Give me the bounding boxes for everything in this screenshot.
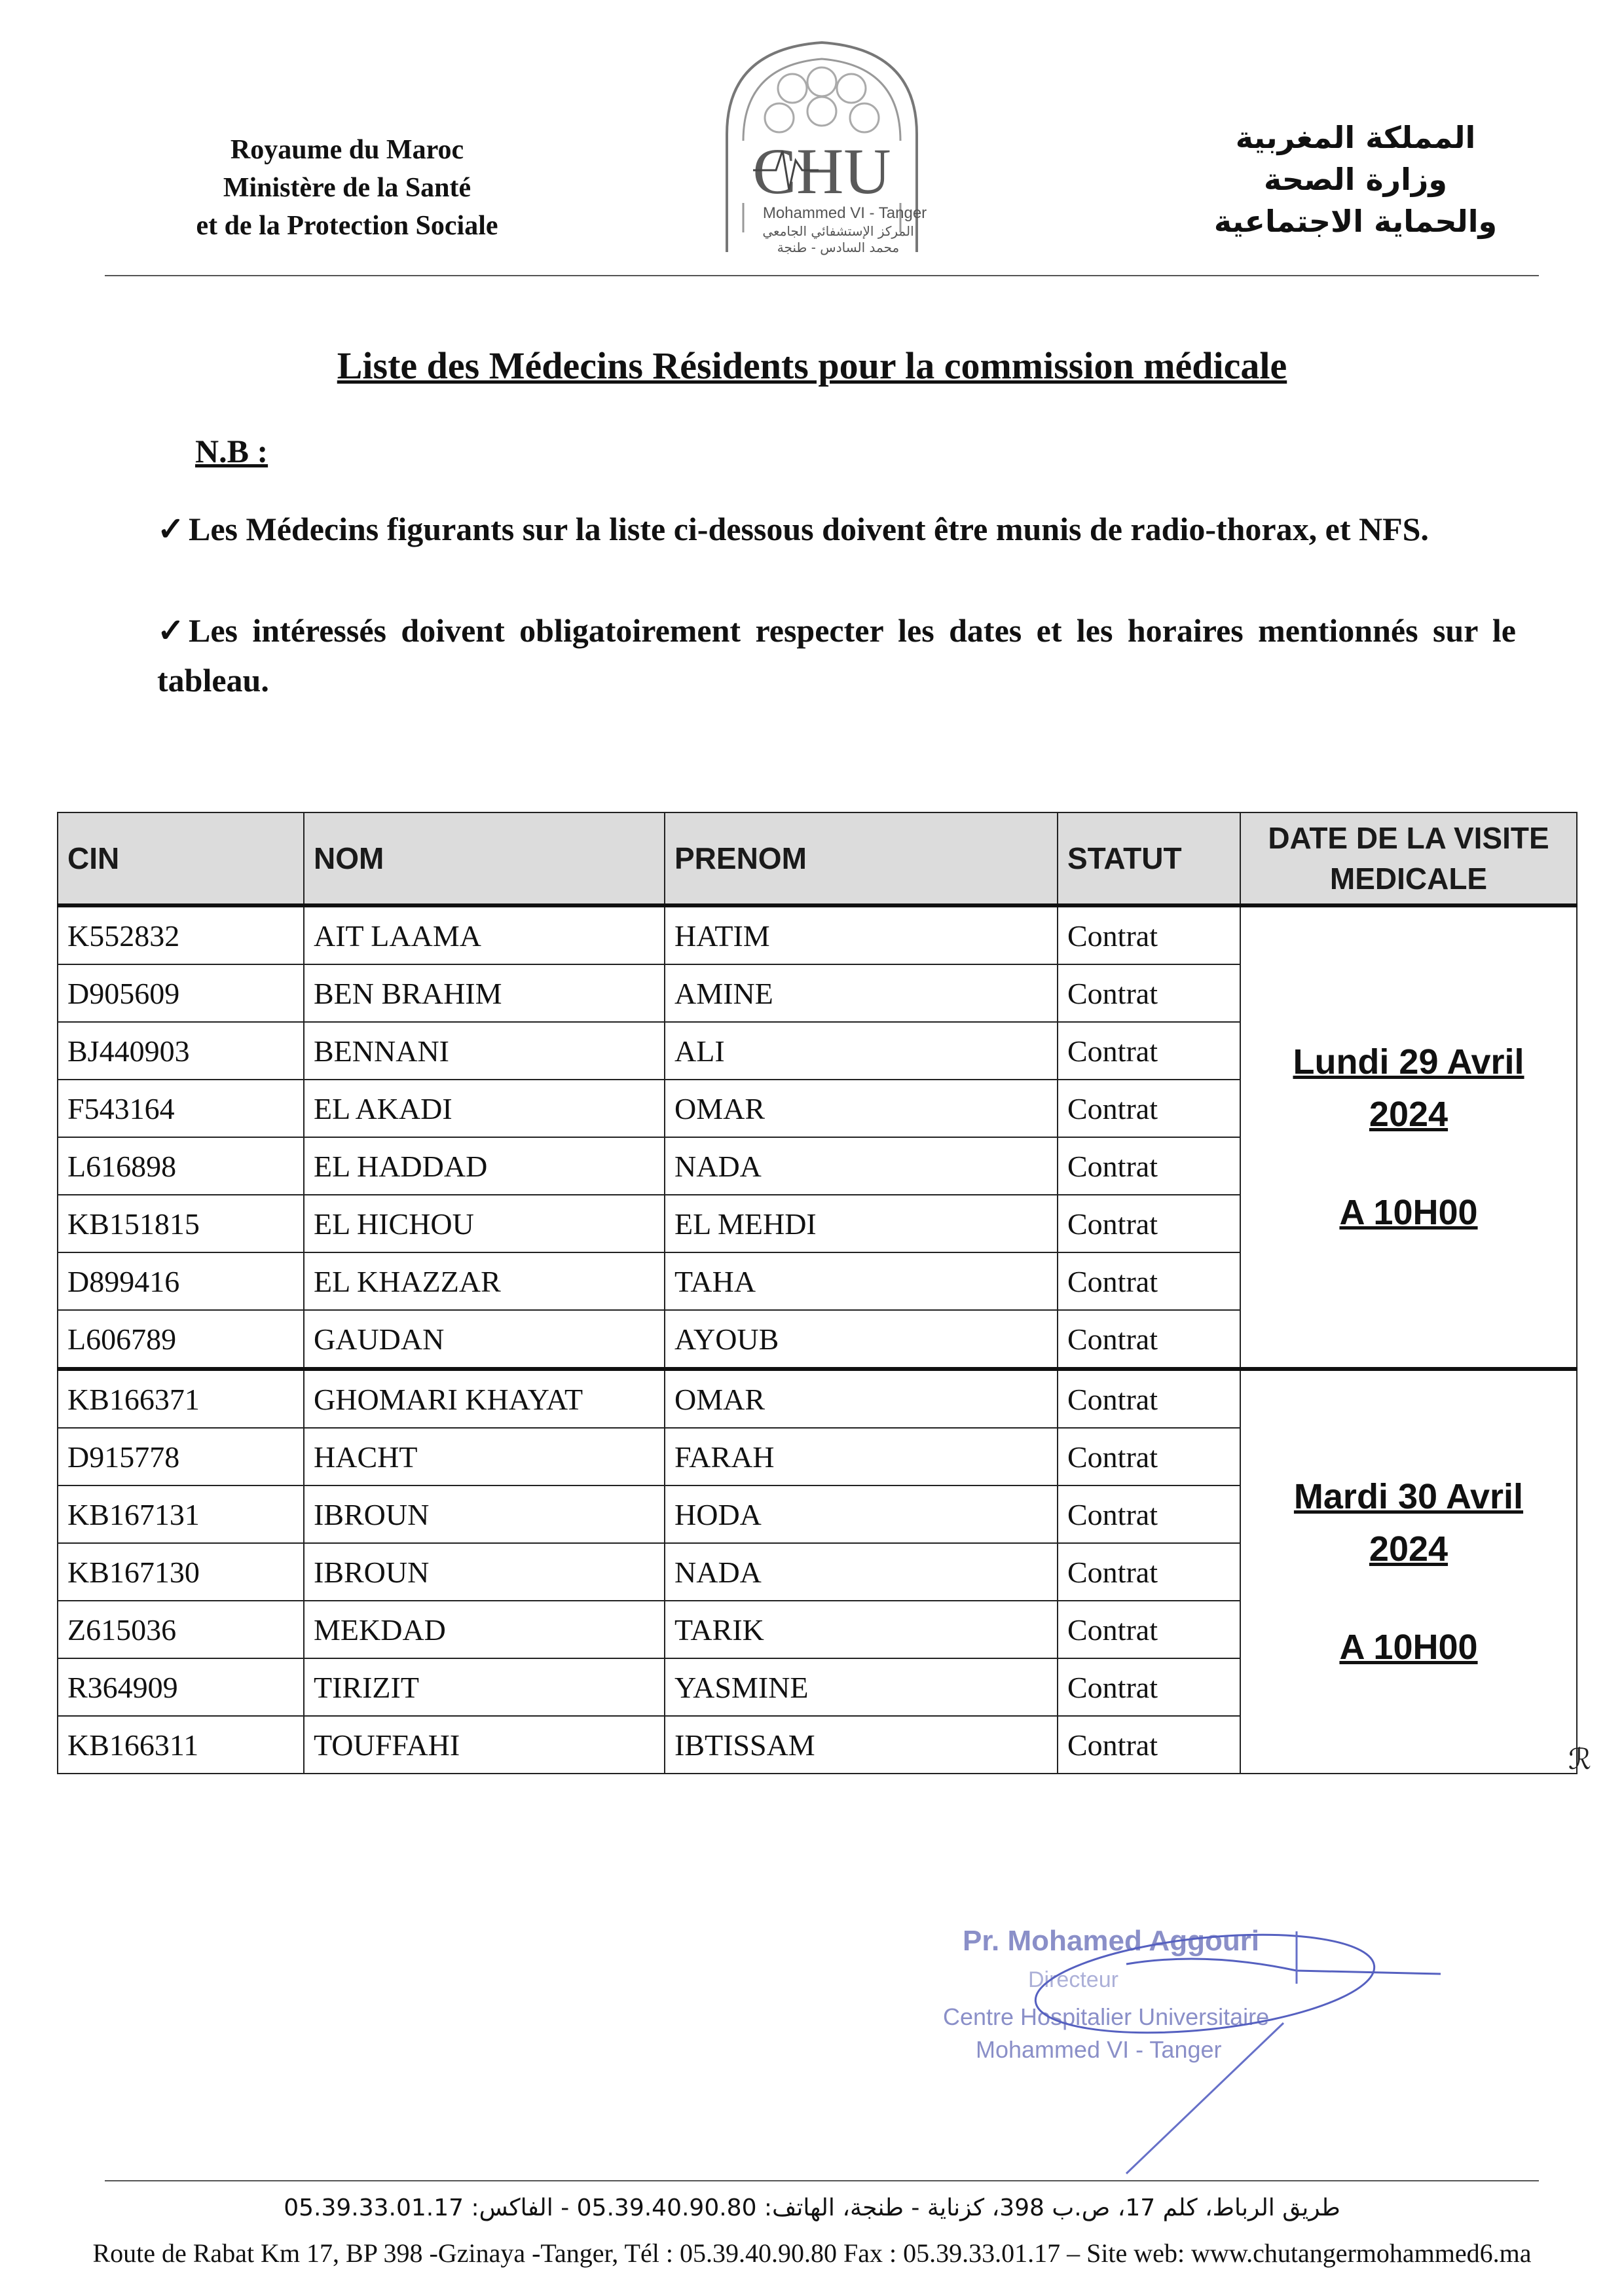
cell-prenom: HATIM bbox=[665, 905, 1058, 964]
stamp-line-4: Mohammed VI - Tanger bbox=[976, 2036, 1222, 2063]
table-header-row bbox=[58, 812, 1577, 905]
cell-nom: BENNANI bbox=[304, 1022, 665, 1080]
stamp-line-3: Centre Hospitalier Universitaire bbox=[943, 2003, 1270, 2030]
header-left-line-1: Royaume du Maroc bbox=[230, 135, 464, 165]
note-2-text: Les intéressés doivent obligatoirement respecter les dates et les horaires mentionnés sur le tableau. bbox=[157, 612, 1516, 699]
footer-french: Route de Rabat Km 17, BP 398 -Gzinaya -Tanger, Tél : 05.39.40.90.80 Fax : 05.39.33.01.17 – Site web: www.chutangermohammed6.ma bbox=[92, 2238, 1532, 2268]
visit-date-spacer bbox=[1250, 1140, 1567, 1186]
cell-statut: Contrat bbox=[1058, 1195, 1240, 1252]
cell-nom: EL AKADI bbox=[304, 1080, 665, 1137]
cell-prenom: ALI bbox=[665, 1022, 1058, 1080]
stamp-name: Pr. Mohamed Aggouri bbox=[963, 1925, 1260, 1957]
logo-ar-line-1: المركز الإستشفائي الجامعي bbox=[762, 223, 914, 239]
cell-cin: Z615036 bbox=[58, 1601, 304, 1658]
cell-statut: Contrat bbox=[1058, 1601, 1240, 1658]
table-body bbox=[58, 905, 1577, 1774]
cell-prenom: FARAH bbox=[665, 1428, 1058, 1485]
visit-date-line-1: Mardi 30 Avril bbox=[1293, 1477, 1524, 1516]
cell-prenom: NADA bbox=[665, 1137, 1058, 1195]
cell-cin: KB151815 bbox=[58, 1195, 304, 1252]
col-header-statut: STATUT bbox=[1058, 812, 1240, 905]
cell-prenom: TARIK bbox=[665, 1601, 1058, 1658]
col-header-cin: CIN bbox=[58, 812, 304, 905]
cell-statut: Contrat bbox=[1058, 1658, 1240, 1716]
check-mark-icon: ✓ bbox=[157, 612, 185, 649]
chu-logo-icon bbox=[714, 36, 930, 272]
cell-statut: Contrat bbox=[1058, 1716, 1240, 1774]
header-right-line-2: وزارة الصحة bbox=[1264, 162, 1447, 197]
cell-cin: D899416 bbox=[58, 1252, 304, 1310]
visit-date-cell bbox=[1240, 1369, 1577, 1774]
signature-stamp bbox=[930, 1912, 1454, 2187]
cell-prenom: TAHA bbox=[665, 1252, 1058, 1310]
cell-nom: TIRIZIT bbox=[304, 1658, 665, 1716]
cell-statut: Contrat bbox=[1058, 1137, 1240, 1195]
cell-nom: IBROUN bbox=[304, 1543, 665, 1601]
cell-nom: EL HADDAD bbox=[304, 1137, 665, 1195]
cell-statut: Contrat bbox=[1058, 1543, 1240, 1601]
visit-date-line-1: Lundi 29 Avril bbox=[1293, 1042, 1524, 1082]
col-header-date bbox=[1240, 812, 1577, 905]
cell-nom: IBROUN bbox=[304, 1485, 665, 1543]
note-2 bbox=[157, 606, 1516, 705]
cell-cin: L606789 bbox=[58, 1310, 304, 1369]
cell-prenom: IBTISSAM bbox=[665, 1716, 1058, 1774]
col-header-date-line-1: DATE DE LA VISITE bbox=[1268, 821, 1549, 855]
cell-nom: HACHT bbox=[304, 1428, 665, 1485]
cell-nom: EL KHAZZAR bbox=[304, 1252, 665, 1310]
logo-ar-line-2: محمد السادس - طنجة bbox=[777, 240, 900, 255]
col-header-prenom: PRENOM bbox=[665, 812, 1058, 905]
header-right-line-3: والحماية الاجتماعية bbox=[1213, 204, 1498, 239]
residents-table bbox=[57, 812, 1578, 1774]
col-header-nom: NOM bbox=[304, 812, 665, 905]
cell-nom: AIT LAAMA bbox=[304, 905, 665, 964]
col-header-date-line-2: MEDICALE bbox=[1329, 862, 1488, 896]
table-row bbox=[58, 905, 1577, 964]
cell-cin: BJ440903 bbox=[58, 1022, 304, 1080]
logo-name: CHU bbox=[752, 135, 891, 208]
visit-time: A 10H00 bbox=[1339, 1193, 1478, 1232]
cell-nom: BEN BRAHIM bbox=[304, 964, 665, 1022]
cell-statut: Contrat bbox=[1058, 1252, 1240, 1310]
cell-cin: KB166371 bbox=[58, 1369, 304, 1428]
cell-cin: F543164 bbox=[58, 1080, 304, 1137]
header-divider bbox=[105, 275, 1539, 276]
cell-prenom: NADA bbox=[665, 1543, 1058, 1601]
cell-prenom: AYOUB bbox=[665, 1310, 1058, 1369]
cell-statut: Contrat bbox=[1058, 1022, 1240, 1080]
cell-prenom: AMINE bbox=[665, 964, 1058, 1022]
nb-label: N.B : bbox=[195, 433, 268, 469]
cell-nom: TOUFFAHI bbox=[304, 1716, 665, 1774]
cell-cin: D915778 bbox=[58, 1428, 304, 1485]
cell-cin: R364909 bbox=[58, 1658, 304, 1716]
cell-cin: KB166311 bbox=[58, 1716, 304, 1774]
visit-time: A 10H00 bbox=[1339, 1628, 1478, 1667]
stamp-line-2: Directeur bbox=[1028, 1967, 1118, 1992]
logo-subtitle: Mohammed VI - Tanger bbox=[762, 204, 927, 222]
cell-prenom: YASMINE bbox=[665, 1658, 1058, 1716]
table-row bbox=[58, 1369, 1577, 1428]
cell-cin: KB167131 bbox=[58, 1485, 304, 1543]
cell-statut: Contrat bbox=[1058, 964, 1240, 1022]
cell-statut: Contrat bbox=[1058, 1369, 1240, 1428]
signature-icon bbox=[930, 1912, 1454, 2187]
check-mark-icon: ✓ bbox=[157, 511, 185, 547]
cell-prenom: EL MEHDI bbox=[665, 1195, 1058, 1252]
header-left-line-3: et de la Protection Sociale bbox=[196, 211, 498, 241]
cell-cin: L616898 bbox=[58, 1137, 304, 1195]
note-1 bbox=[157, 504, 1516, 554]
visit-date-line-2: 2024 bbox=[1369, 1095, 1449, 1134]
document-title: Liste des Médecins Résidents pour la commission médicale bbox=[337, 344, 1287, 387]
footer-arabic: طريق الرباط، كلم 17، ص.ب 398، كزناية - طنجة، الهاتف: 05.39.40.90.80 - الفاكس: 05.39.33.01.17 bbox=[284, 2195, 1340, 2221]
footer-divider bbox=[105, 2180, 1539, 2181]
cell-cin: D905609 bbox=[58, 964, 304, 1022]
cell-nom: EL HICHOU bbox=[304, 1195, 665, 1252]
cell-statut: Contrat bbox=[1058, 1310, 1240, 1369]
chu-logo-graphic bbox=[714, 36, 930, 272]
header-right-line-1: المملكة المغربية bbox=[1235, 120, 1476, 155]
cell-prenom: OMAR bbox=[665, 1080, 1058, 1137]
cell-nom: MEKDAD bbox=[304, 1601, 665, 1658]
cell-statut: Contrat bbox=[1058, 1485, 1240, 1543]
cell-statut: Contrat bbox=[1058, 1080, 1240, 1137]
cell-cin: KB167130 bbox=[58, 1543, 304, 1601]
initials-mark: ℛ bbox=[1568, 1743, 1592, 1776]
header-left-line-2: Ministère de la Santé bbox=[223, 173, 471, 203]
cell-prenom: OMAR bbox=[665, 1369, 1058, 1428]
cell-statut: Contrat bbox=[1058, 1428, 1240, 1485]
cell-nom: GAUDAN bbox=[304, 1310, 665, 1369]
visit-date-spacer bbox=[1250, 1575, 1567, 1621]
visit-date-cell bbox=[1240, 905, 1577, 1369]
cell-prenom: HODA bbox=[665, 1485, 1058, 1543]
header-right-block bbox=[1198, 117, 1513, 242]
cell-cin: K552832 bbox=[58, 905, 304, 964]
note-1-text: Les Médecins figurants sur la liste ci-dessous doivent être munis de radio-thorax, et NFS. bbox=[189, 511, 1429, 547]
visit-date-line-2: 2024 bbox=[1369, 1529, 1449, 1569]
cell-nom: GHOMARI KHAYAT bbox=[304, 1369, 665, 1428]
cell-statut: Contrat bbox=[1058, 905, 1240, 964]
header-left-block bbox=[151, 131, 544, 245]
